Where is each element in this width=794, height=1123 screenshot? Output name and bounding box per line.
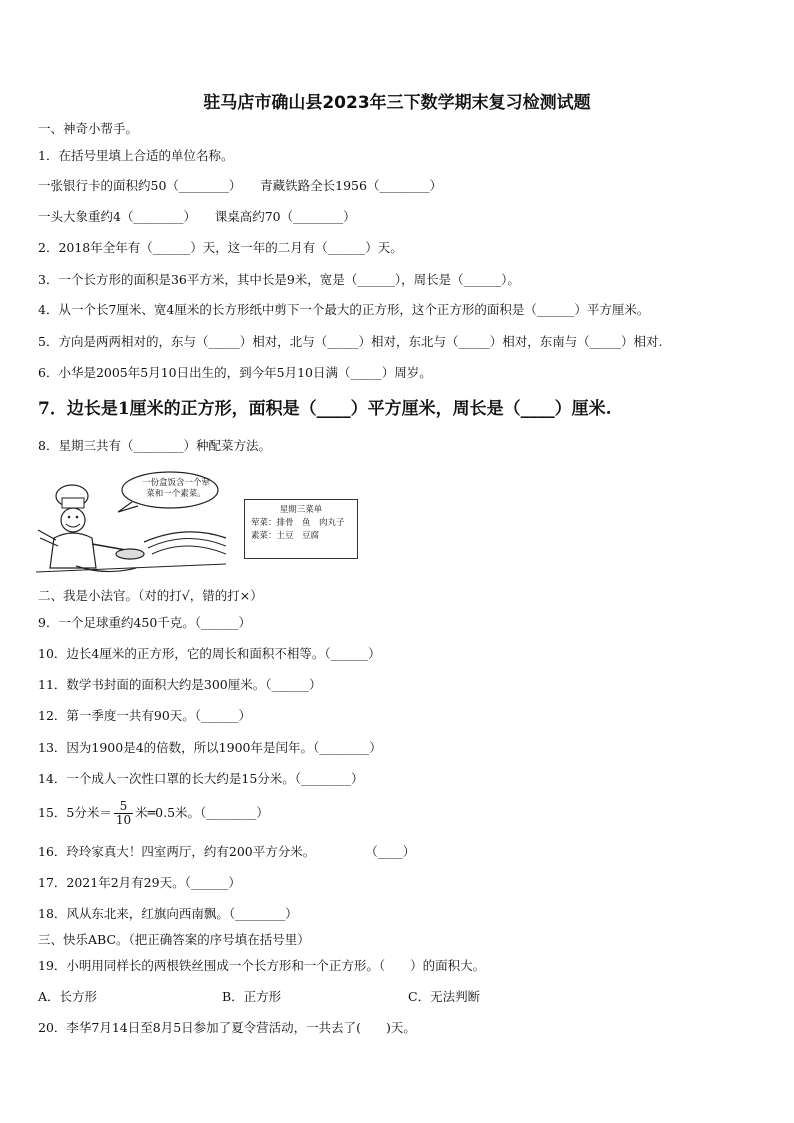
speech-line-1: 一份盒饭含一个荤 bbox=[141, 478, 210, 488]
question-16: 16．玲玲家真大！四室两厅，约有200平方分米。 （____） bbox=[38, 844, 416, 859]
q15-numerator: 5 bbox=[119, 799, 128, 813]
question-8: 8．星期三共有（________）种配菜方法。 bbox=[38, 438, 271, 453]
q19-option-a: A．长方形 bbox=[38, 989, 98, 1004]
question-18: 18．风从东北来，红旗向西南飘。（________） bbox=[38, 906, 298, 921]
question-2: 2．2018年全年有（______）天，这一年的二月有（______）天。 bbox=[38, 240, 403, 255]
q15-fraction bbox=[114, 800, 133, 827]
section-2-heading: 二、我是小法官。（对的打√，错的打×） bbox=[38, 588, 263, 603]
menu-title: 星期三菜单 bbox=[279, 505, 323, 515]
question-17: 17．2021年2月有29天。（______） bbox=[38, 875, 241, 890]
question-1b: 一头大象重约4（________） 课桌高约70（________） bbox=[38, 209, 356, 224]
question-10: 10．边长4厘米的正方形，它的周长和面积不相等。（______） bbox=[38, 646, 381, 661]
question-9: 9．一个足球重约450千克。（______） bbox=[38, 615, 252, 630]
page-title: 驻马店市确山县2023年三下数学期末复习检测试题 bbox=[203, 93, 591, 113]
menu-meat: 荤菜：排骨 鱼 肉丸子 bbox=[251, 518, 345, 528]
question-1: 1．在括号里填上合适的单位名称。 bbox=[38, 148, 234, 163]
question-11: 11．数学书封面的面积大约是300厘米。（______） bbox=[38, 677, 322, 692]
question-6: 6．小华是2005年5月10日出生的，到今年5月10日满（_____）周岁。 bbox=[38, 365, 432, 380]
question-15 bbox=[38, 796, 269, 830]
section-1-heading: 一、神奇小帮手。 bbox=[38, 121, 139, 136]
question-13: 13．因为1900是4的倍数，所以1900年是闰年。（________） bbox=[38, 740, 382, 755]
question-20: 20．李华7月14日至8月5日参加了夏令营活动，一共去了( )天。 bbox=[38, 1020, 416, 1035]
q15-suffix: 米═0.5米。（________） bbox=[135, 805, 269, 820]
q19-option-b: B．正方形 bbox=[222, 989, 282, 1004]
question-19: 19．小明用同样长的两根铁丝围成一个长方形和一个正方形。（ ）的面积大。 bbox=[38, 958, 486, 973]
section-3-heading: 三、快乐ABC。（把正确答案的序号填在括号里） bbox=[38, 932, 310, 947]
question-12: 12．第一季度一共有90天。（______） bbox=[38, 708, 252, 723]
q19-option-c: C．无法判断 bbox=[408, 989, 481, 1004]
question-4: 4．从一个长7厘米、宽4厘米的长方形纸中剪下一个最大的正方形，这个正方形的面积是（______）平方厘米。 bbox=[38, 302, 650, 317]
menu-veg: 素菜：土豆 豆腐 bbox=[251, 531, 320, 541]
question-7: 7．边长是1厘米的正方形，面积是（____）平方厘米，周长是（____）厘米. bbox=[38, 399, 612, 419]
question-14: 14．一个成人一次性口罩的长大约是15分米。（________） bbox=[38, 771, 364, 786]
question-1a: 一张银行卡的面积约50（________） 青藏铁路全长1956（________） bbox=[38, 178, 442, 193]
question-5: 5．方向是两两相对的，东与（_____）相对，北与（_____）相对，东北与（_____）相对，东南与（_____）相对. bbox=[38, 334, 663, 349]
q15-prefix: 15．5分米＝ bbox=[38, 805, 112, 820]
q15-denominator: 10 bbox=[115, 813, 132, 827]
wednesday-menu bbox=[244, 499, 358, 559]
speech-line-2: 菜和一个素菜。 bbox=[146, 489, 206, 499]
question-3: 3．一个长方形的面积是36平方米，其中长是9米，宽是（______），周长是（______）。 bbox=[38, 272, 520, 287]
chef-speech-bubble bbox=[126, 478, 226, 500]
